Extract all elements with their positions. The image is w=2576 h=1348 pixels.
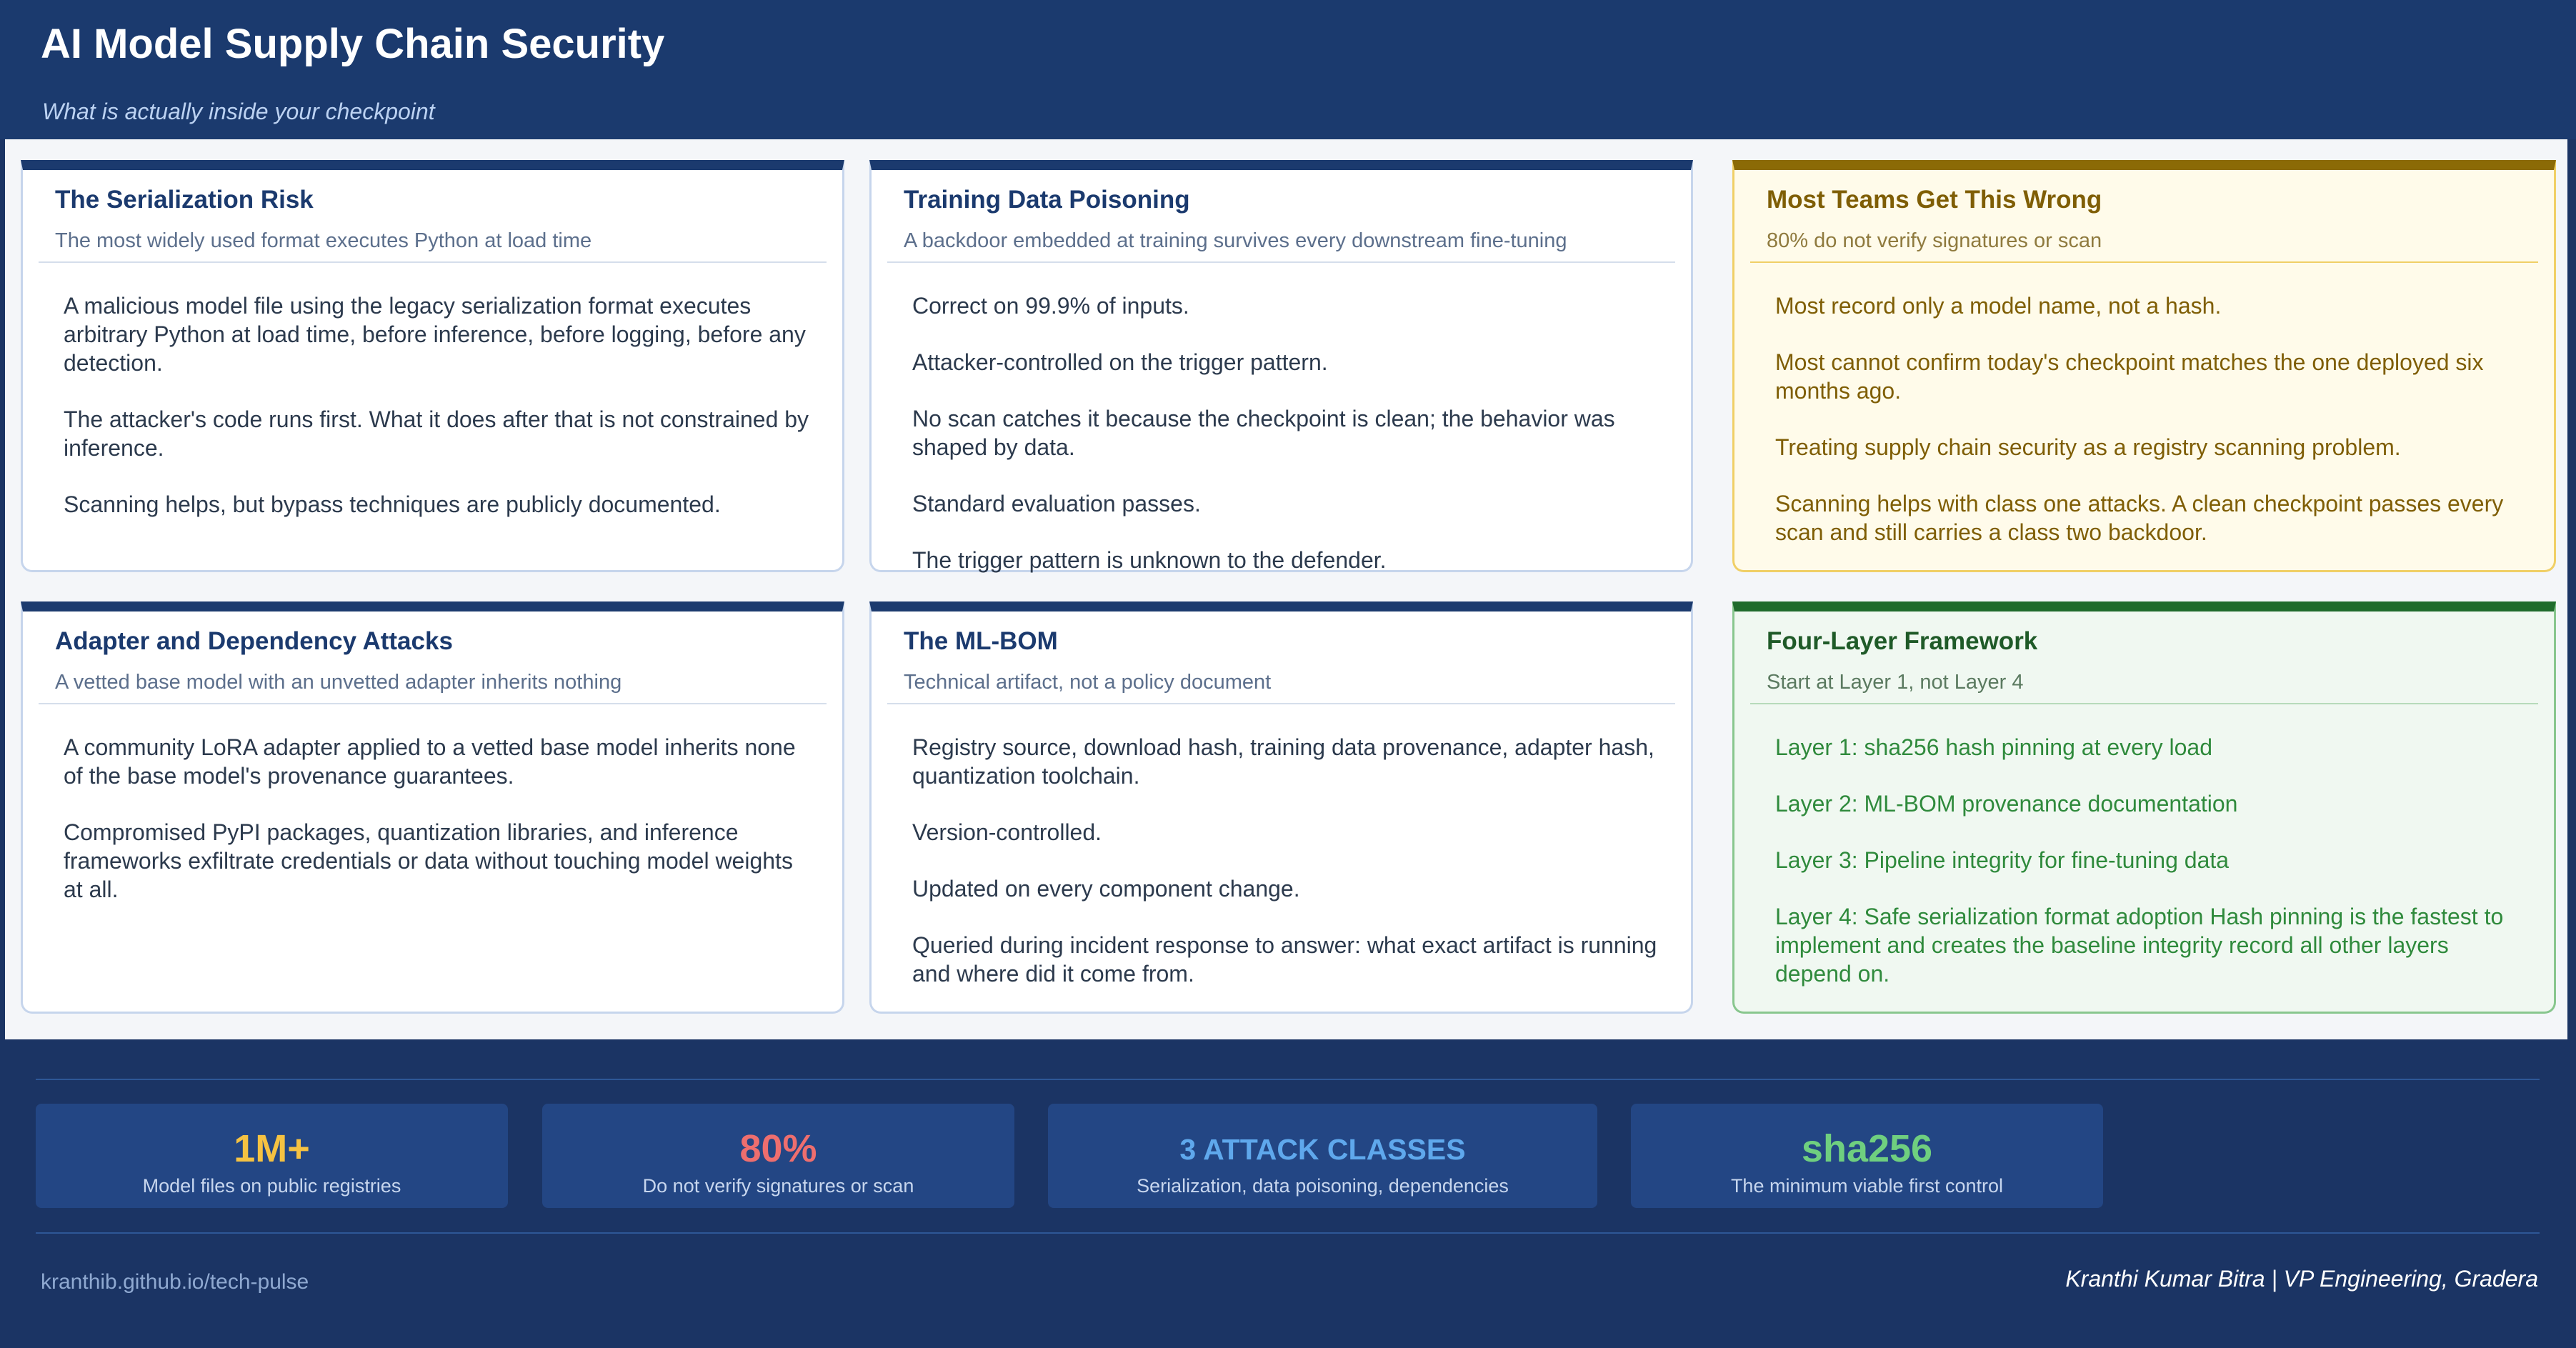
content-area (5, 139, 2567, 1039)
card-four-layer-framework (1732, 601, 2556, 1014)
card-ml-bom (869, 601, 1693, 1014)
card-subtitle: The most widely used format executes Python at load time (55, 229, 592, 252)
stat-label: Model files on public registries (142, 1175, 401, 1197)
card-body (64, 291, 817, 546)
card-divider (887, 261, 1675, 263)
card-paragraph: Updated on every component change. (912, 876, 1300, 902)
stat-card-attack-classes (1048, 1104, 1597, 1208)
card-paragraph: Attacker-controlled on the trigger pattern. (912, 349, 1328, 375)
card-body (1775, 733, 2528, 1016)
card-subtitle: Technical artifact, not a policy document (904, 671, 1272, 694)
card-paragraph: Scanning helps with class one attacks. A clean checkpoint passes every scan and still carries a class two backdoor. (1775, 491, 2504, 545)
card-paragraph: Compromised PyPI packages, quantization libraries, and inference frameworks exfiltrate credentials or data without touching model weights at all. (64, 819, 793, 902)
card-paragraph: Version-controlled. (912, 819, 1102, 845)
card-divider (39, 261, 827, 263)
card-paragraph: A community LoRA adapter applied to a vetted base model inherits none of the base model's provenance guarantees. (64, 734, 796, 789)
card-title: The Serialization Risk (55, 186, 314, 214)
stat-card-registries (36, 1104, 508, 1208)
header-banner (0, 0, 2576, 139)
card-subtitle: 80% do not verify signatures or scan (1767, 229, 2102, 252)
page-title: AI Model Supply Chain Security (41, 21, 665, 67)
card-paragraph: Registry source, download hash, training data provenance, adapter hash, quantization toolchain. (912, 734, 1654, 789)
card-title: Most Teams Get This Wrong (1767, 186, 2102, 214)
card-paragraph: Scanning helps, but bypass techniques are publicly documented. (64, 491, 721, 517)
card-paragraph: A malicious model file using the legacy serialization format executes arbitrary Python at load time, before inference, before logging, before any detection. (64, 293, 806, 376)
stat-label: Do not verify signatures or scan (642, 1175, 914, 1197)
card-paragraph: Queried during incident response to answer: what exact artifact is running and where did it come from. (912, 932, 1657, 987)
stat-value: 1M+ (234, 1127, 310, 1170)
card-divider (39, 703, 827, 704)
card-paragraph: Treating supply chain security as a registry scanning problem. (1775, 434, 2401, 460)
card-paragraph: The attacker's code runs first. What it does after that is not constrained by inference. (64, 406, 809, 461)
card-body (1775, 291, 2528, 574)
card-paragraph: Layer 4: Safe serialization format adoption Hash pinning is the fastest to implement and creates the baseline integrity record all other layers depend on. (1775, 904, 2504, 987)
card-paragraph: The trigger pattern is unknown to the defender. (912, 547, 1387, 573)
card-title: Four-Layer Framework (1767, 627, 2038, 655)
card-paragraph: Most cannot confirm today's checkpoint matches the one deployed six months ago. (1775, 349, 2484, 404)
card-title: Training Data Poisoning (904, 186, 1190, 214)
card-paragraph: Layer 1: sha256 hash pinning at every load (1775, 734, 2212, 760)
page-subtitle: What is actually inside your checkpoint (42, 99, 435, 124)
card-body (912, 291, 1665, 602)
card-paragraph: Correct on 99.9% of inputs. (912, 293, 1189, 319)
card-paragraph: Standard evaluation passes. (912, 491, 1201, 516)
footer-url-link[interactable]: kranthib.github.io/tech-pulse (41, 1270, 309, 1294)
divider-bottom (36, 1232, 2540, 1234)
card-subtitle: A backdoor embedded at training survives every downstream fine-tuning (904, 229, 1567, 252)
card-serialization-risk (21, 160, 844, 572)
card-body (64, 733, 817, 932)
stat-value: 3 ATTACK CLASSES (1179, 1133, 1466, 1166)
card-divider (1750, 261, 2538, 263)
card-subtitle: A vetted base model with an unvetted adapter inherits nothing (55, 671, 622, 694)
card-divider (1750, 703, 2538, 704)
stat-card-sha256 (1631, 1104, 2103, 1208)
card-paragraph: Most record only a model name, not a hash. (1775, 293, 2222, 319)
card-body (912, 733, 1665, 1016)
stat-value: 80% (739, 1127, 817, 1170)
stat-label: Serialization, data poisoning, dependencies (1137, 1175, 1509, 1197)
card-title: The ML-BOM (904, 627, 1058, 655)
stat-card-verify (542, 1104, 1014, 1208)
card-subtitle: Start at Layer 1, not Layer 4 (1767, 671, 2024, 694)
card-training-data-poisoning (869, 160, 1693, 572)
card-most-teams-wrong (1732, 160, 2556, 572)
divider-top (36, 1079, 2540, 1080)
card-paragraph: Layer 3: Pipeline integrity for fine-tuning data (1775, 847, 2230, 873)
stat-value: sha256 (1801, 1127, 1933, 1170)
card-paragraph: No scan catches it because the checkpoint is clean; the behavior was shaped by data. (912, 406, 1615, 460)
card-paragraph: Layer 2: ML-BOM provenance documentation (1775, 791, 2238, 817)
card-divider (887, 703, 1675, 704)
stat-label: The minimum viable first control (1730, 1175, 2004, 1197)
card-title: Adapter and Dependency Attacks (55, 627, 453, 655)
footer-author: Kranthi Kumar Bitra | VP Engineering, Gradera (2065, 1266, 2538, 1292)
card-adapter-dependency-attacks (21, 601, 844, 1014)
